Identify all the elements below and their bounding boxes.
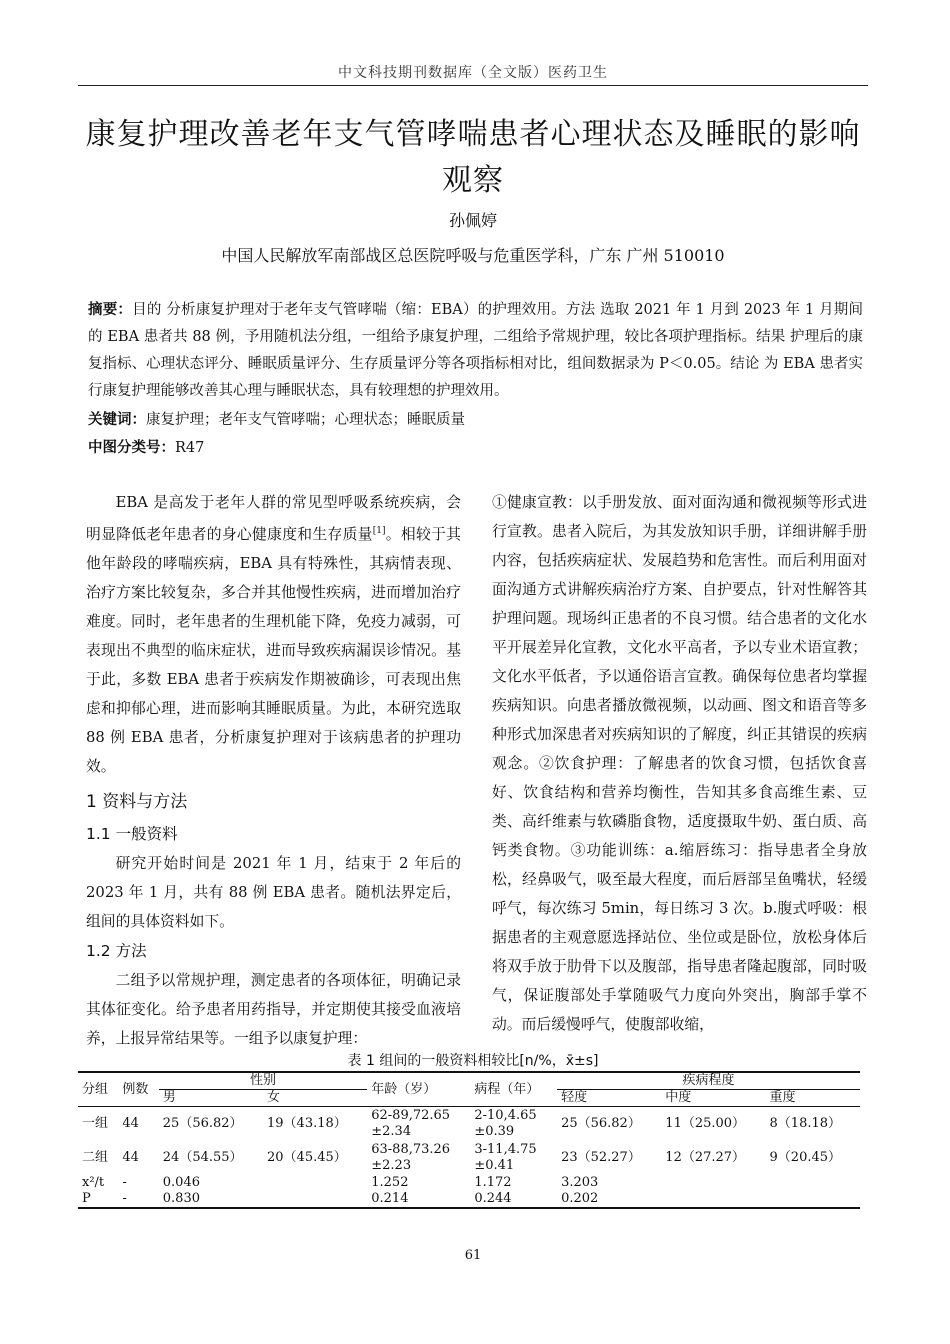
table-caption: 表 1 组间的一般资料相较比[n/%，x̄±s] [347,1053,599,1069]
table-row: 一组 44 25（56.82） 19（43.18） 62-89,72.65 ±2.34 2-10,4.65 ±0.39 25（56.82） 11（25.00） 8（18.18） [82,1107,842,1139]
abstract-text: 目的 分析康复护理对于老年支气管哮喘（缩：EBA）的护理效用。方法 选取 2021 年 1 月到 2023 年 1 月期间的 EBA 患者共 88 例，予用随机法分组，一组给予康复护理，二组给予常规护理，较比各项护理指标。结果 护理后的康复指标、心理状态评分、睡眠质量评分、生存质量评分等各项指标相对比，组间数据录为 P＜0.05。结论 为 EBA 患者实行康复护理能够改善其心理与睡眠状态，具有较理想的护理效用。 [88,302,864,399]
clc-text: R47 [175,440,205,456]
keywords-label: 关键词： [88,412,146,428]
clc-label: 中图分类号： [88,440,175,456]
rehab-nursing-paragraph: ①健康宣教：以手册发放、面对面沟通和微视频等形式进行宣教。患者入院后，为其发放知识手册，详细讲解手册内容，包括疾病症状、发展趋势和危害性。而后利用面对面沟通方式讲解疾病治疗方案、自护要点，针对性解答其护理问题。现场纠正患者的不良习惯。结合患者的文化水平开展差异化宣教，文化水平高者，予以专业术语宣教；文化水平低者，予以通俗语言宣教。确保每位患者均掌握疾病知识。向患者播放微视频，以动画、图文和语音等多种形式加深患者对疾病知识的了解度，纠正其错误的疾病观念。②饮食护理：了解患者的饮食习惯，包括饮食喜好、饮食结构和营养均衡性，告知其多食高维生素、豆类、高纤维素与软磷脂食物，适度摄取牛奶、蛋白质、高钙类食物。③功能训练：a.缩唇练习：指导患者全身放松，经鼻吸气，吸至最大程度，而后唇部呈鱼嘴状，轻缓呼气，每次练习 5min，每日练习 3 次。b.腹式呼吸：根据患者的主观意愿选择站位、坐位或是卧位，放松身体后将双手放于肋骨下以及腹部，指导患者隆起腹部，同时吸气，保证腹部处手掌随吸气力度向外突出，胸部手掌不动。而后缓慢呼气，使腹部收缩， [492,494,867,1033]
col-header-severe: 重度 [766,1090,860,1107]
header-divider [78,85,868,86]
col-header-mild: 轻度 [557,1090,661,1107]
general-data-table [78,1071,860,1209]
page-number: 61 [464,1248,482,1263]
classification-number [88,436,863,460]
author-name: 孙佩婷 [448,211,497,230]
section-heading-1: 1 资料与方法 [86,791,188,812]
abstract [88,297,863,405]
col-header-male: 男 [159,1090,263,1107]
citation-ref: [1] [372,526,386,536]
author-affiliation: 中国人民解放军南部战区总医院呼吸与危重医学科，广东 广州 510010 [221,246,725,265]
article-title: 康复护理改善老年支气管哮喘患者心理状态及睡眠的影响观察 [85,117,861,198]
col-header-course: 病程（年） [470,1072,557,1107]
intro-paragraph: EBA 是高发于老年人群的常见型呼吸系统疾病，会明显降低老年患者的身心健康度和生存质量[1]。相较于其他年龄段的哮喘疾病，EBA 具有特殊性，其病情表现、治疗方案比较复杂，多合并其他慢性疾病，进而增加治疗难度。同时，老年患者的生理机能下降，免疫力减弱，可表现出不典型的临床症状，进而导致疾病漏误诊情况。基于此，多数 EBA 患者于疾病发作期被确诊，可表现出焦虑和抑郁心理，进而影响其睡眠质量。为此，本研究选取 88 例 EBA 患者，分析康复护理对于该病患者的护理功效。 [86,494,461,775]
col-header-group: 分组 [78,1072,118,1107]
section-heading-1-2: 1.2 方法 [86,941,147,960]
left-column [86,488,461,1053]
general-data-paragraph: 研究开始时间是 2021 年 1 月，结束于 2 年后的 2023 年 1 月，共有 88 例 EBA 患者。随机法界定后，组间的具体资料如下。 [86,854,461,930]
col-header-sex: 性别 [159,1072,367,1090]
right-column [492,488,867,1039]
col-header-severity: 疾病程度 [557,1072,860,1090]
col-header-cases: 例数 [118,1072,158,1107]
section-heading-1-1: 1.1 一般资料 [86,824,178,843]
table-row: 二组 44 24（54.55） 20（45.45） 63-88,73.26 ±2.23 3-11,4.75 ±0.41 23（52.27） 12（27.27） 9（20.45） [82,1141,842,1173]
table-stat-row: x²/t - 0.046 1.252 1.172 3.203 [82,1174,599,1190]
col-header-age: 年龄（岁） [367,1072,470,1107]
keywords-text: 康复护理；老年支气管哮喘；心理状态；睡眠质量 [146,412,465,428]
journal-header: 中文科技期刊数据库（全文版）医药卫生 [338,65,608,81]
table-stat-row: P - 0.830 0.214 0.244 0.202 [78,1191,860,1208]
col-header-moderate: 中度 [661,1090,765,1107]
abstract-label: 摘要： [88,302,133,318]
keywords [88,408,863,432]
method-paragraph: 二组予以常规护理，测定患者的各项体征，明确记录其体征变化。给予患者用药指导，并定期使其接受血液培养，上报异常结果等。一组予以康复护理： [86,971,461,1047]
col-header-female: 女 [263,1090,367,1107]
